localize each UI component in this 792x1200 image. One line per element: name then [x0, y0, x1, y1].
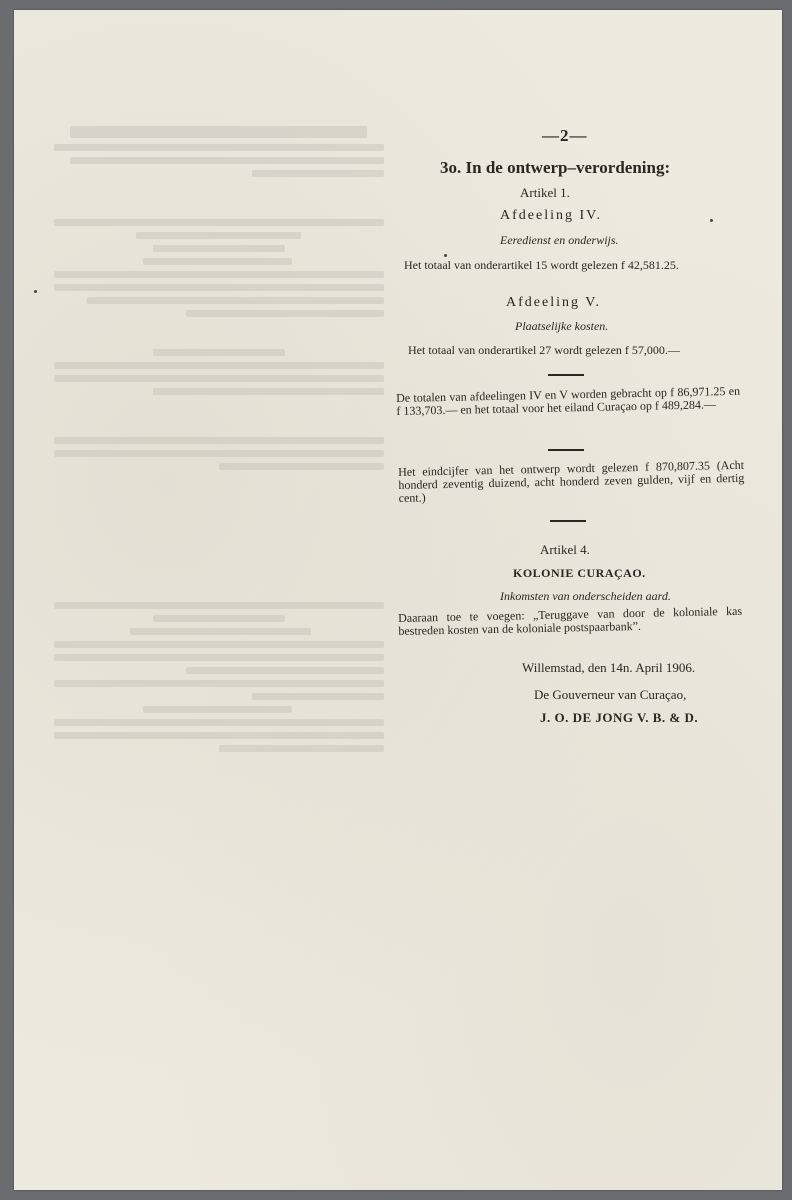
inkomsten-subtitle: Inkomsten van onderscheiden aard.: [500, 589, 671, 603]
afdeeling-5-title: Afdeeling V.: [506, 295, 602, 310]
divider-rule: [548, 374, 584, 376]
eindcijfer-paragraph: Het eindcijfer van het ontwerp wordt gelezen f 870,807.35 (Acht honderd zeventig duizend, acht honderd zeven gulden, vijf en dertig cent.): [397, 457, 745, 505]
ink-speck: [710, 219, 713, 222]
ink-speck: [34, 290, 37, 293]
bleed-through-text: [54, 120, 384, 758]
divider-rule: [548, 449, 584, 451]
governor-line: De Gouverneur van Curaçao,: [534, 687, 687, 702]
totals-paragraph: De totalen van afdeelingen IV en V worden gebracht op f 86,971.25 en f 133,703.— en het totaal voor het eiland Curaçao op f 489,284.—: [395, 383, 741, 418]
afdeeling-4-subtitle: Eeredienst en onderwijs.: [500, 233, 619, 247]
afdeeling-5-subtitle: Plaatselijke kosten.: [515, 319, 609, 333]
afdeeling-4-total: Het totaal van onderartikel 15 wordt gelezen f 42,581.25.: [404, 258, 679, 272]
article-1-heading: Artikel 1.: [520, 185, 570, 200]
ink-speck: [444, 254, 447, 257]
section-heading: 3o. In de ontwerp–verordening:: [440, 158, 671, 177]
date-line: Willemstad, den 14n. April 1906.: [522, 660, 696, 675]
article-4-heading: Artikel 4.: [540, 542, 590, 557]
afdeeling-5-total: Het totaal van onderartikel 27 wordt gelezen f 57,000.—: [408, 343, 680, 357]
signature-line: J. O. DE JONG V. B. & D.: [540, 710, 699, 725]
toevoegen-paragraph: Daaraan toe te voegen: „Teruggave van door de koloniale kas bestreden kosten van de koloniale postspaarbank”.: [397, 603, 743, 638]
kolonie-heading: KOLONIE CURAÇAO.: [513, 566, 646, 580]
afdeeling-4-title: Afdeeling IV.: [500, 208, 602, 223]
page-number: —2—: [542, 126, 588, 145]
divider-rule: [550, 520, 586, 522]
